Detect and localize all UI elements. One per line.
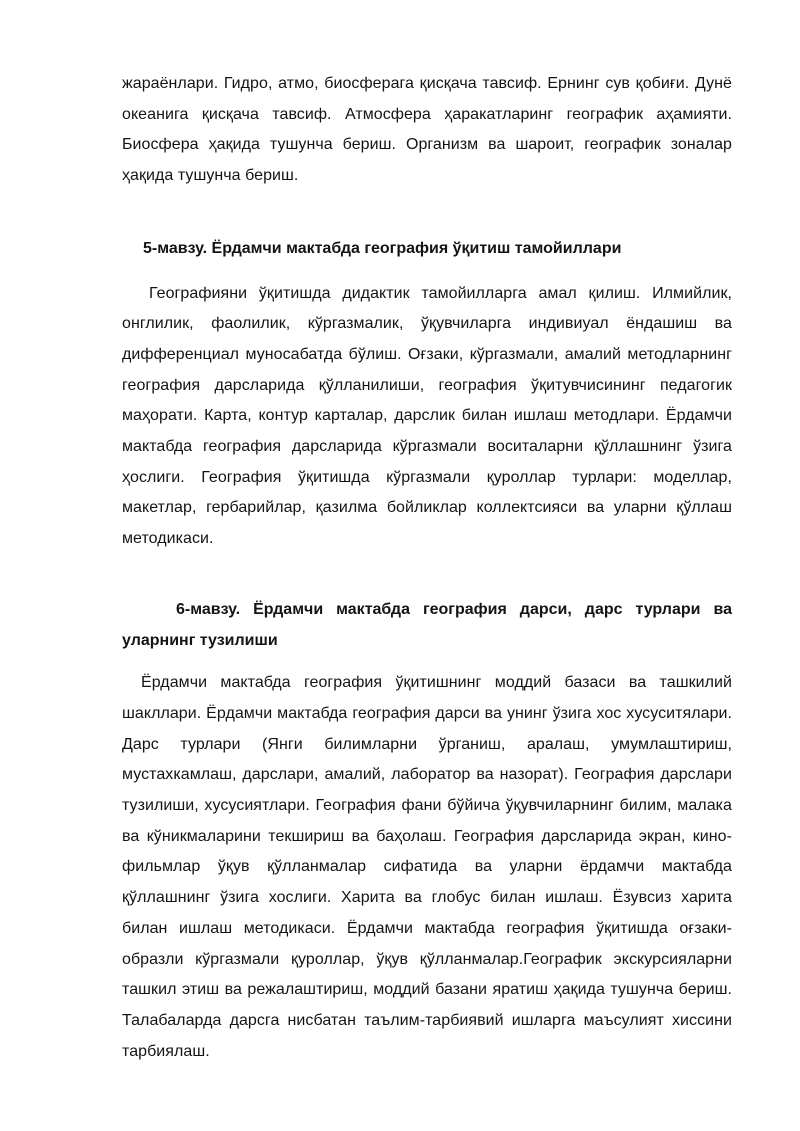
topic6-heading: 6-мавзу. Ёрдамчи мактабда география дарси, дарс турлари ва уларнинг тузилиши [122, 600, 732, 649]
intro-paragraph: жараёнлари. Гидро, атмо, биосферага қисқача тавсиф. Ернинг сув қобиғи. Дунё океанига қисқача тавсиф. Атмосфера ҳаракатларинг географик аҳамияти. Биосфера ҳақида тушунча бериш. Организм ва шароит, географик зоналар ҳақида тушунча бериш. [122, 75, 732, 185]
topic6-body: Ёрдамчи мактабда география ўқитишнинг моддий базаси ва ташкилий шакллари. Ёрдамчи мактабда география дарси ва унинг ўзига хос хусуситялари. Дарс турлари (Янги билимларни ўрганиш, аралаш, умумлаштириш, мустахкамлаш, дарслари, амалий, лаборатор ва назорат). География дарслари тузилиши, хусусиятлари. География фани бўйича ўқувчиларнинг билим, малака ва кўникмаларини текшириш ва баҳолаш. География дарсларида экран, кино-фильмлар ўқув қўлланмалар сифатида ва уларни ёрдамчи мактабда қўллашнинг ўзига хослиги. Харита ва глобус билан ишлаш. Ёзувсиз харита билан ишлаш методикаси. Ёрдамчи мактабда география ўқитишда оғзаки-образли кўргазмали қуроллар, ўқув қўлланмалар.Географик экскурсияларни ташкил этиш ва режалаштириш, моддий базани яратиш ҳақида тушунча бериш. Талабаларда дарсга нисбатан таълим-тарбиявий ишларга маъсулият хиссини тарбиялаш. [122, 674, 732, 1060]
topic5-body: Географияни ўқитишда дидактик тамойилларга амал қилиш. Илмийлик, онглилик, фаолилик, кўргазмалик, ўқувчиларга индивиуал ёндашиш ва дифференциал муносабатда бўлиш. Оғзаки, кўргазмали, амалий методларнинг география дарсларида қўлланилиши, география ўқитувчисининг педагогик маҳорати. Карта, контур карталар, дарслик билан ишлаш методлари. Ёрдамчи мактабда география дарсларида кўргазмали воситаларни қўллашнинг ўзига ҳослиги. География ўқитишда кўргазмали қуроллар турлари: моделлар, макетлар, гербарийлар, қазилма бойликлар коллектсияси ва уларни қўллаш методикаси. [122, 284, 732, 548]
topic5-heading: 5-мавзу. Ёрдамчи мактабда география ўқитиш тамойиллари [143, 239, 622, 257]
